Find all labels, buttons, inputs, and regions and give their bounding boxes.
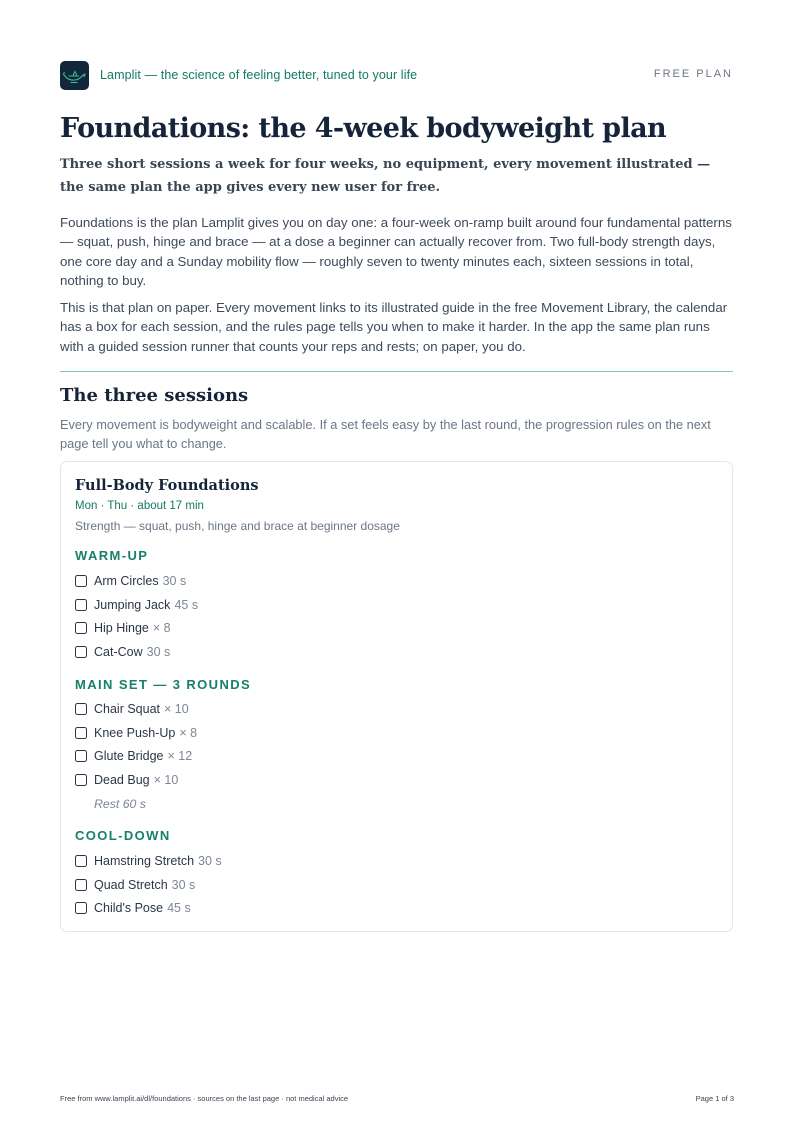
- exercise-dose: 45 s: [167, 901, 191, 916]
- exercise-item: [75, 745, 197, 769]
- exercise-name: Child's Pose: [94, 901, 164, 916]
- main-set-heading: MAIN SET — 3 ROUNDS: [75, 677, 252, 692]
- exercise-name: Quad Stretch: [94, 877, 168, 892]
- footer-page-number: Page 1 of 3: [695, 1094, 734, 1103]
- intro-paragraph: Foundations is the plan Lamplit gives you on day one: a four-week on-ramp built around four fundamental patterns — squat, push, hinge and brace — at a dose a beginner can actually recover from. Two full-body strength days, one core day and a Sunday mobility flow — roughly seven to twenty minutes each, sixteen sessions in total, nothing to buy.: [60, 215, 732, 289]
- exercise-dose: × 8: [152, 621, 171, 636]
- footer-source-note: Free from www.lamplit.ai/dl/foundations · sources on the last page · not medical advice: [60, 1094, 349, 1103]
- exercise-item: [75, 617, 198, 641]
- page-title: Foundations: the 4-week bodyweight plan: [60, 113, 667, 144]
- exercise-checkbox[interactable]: [75, 599, 87, 611]
- exercise-name: Chair Squat: [94, 701, 161, 716]
- exercise-item: [75, 593, 198, 617]
- exercise-item: [75, 768, 197, 792]
- exercise-item: [75, 569, 198, 593]
- exercise-name: Glute Bridge: [94, 749, 164, 764]
- exercise-name: Dead Bug: [94, 773, 150, 788]
- exercise-item: [75, 697, 197, 721]
- section-divider: [60, 371, 733, 372]
- exercise-checkbox[interactable]: [75, 855, 87, 867]
- warmup-heading: WARM-UP: [75, 548, 149, 563]
- section-heading: The three sessions: [60, 385, 249, 406]
- exercise-checkbox[interactable]: [75, 902, 87, 914]
- exercise-name: Jumping Jack: [94, 597, 171, 612]
- exercise-name: Hamstring Stretch: [94, 853, 195, 868]
- exercise-item: [75, 897, 222, 921]
- session-description: Strength — squat, push, hinge and brace at beginner dosage: [75, 519, 400, 533]
- session-title: Full-Body Foundations: [75, 477, 259, 494]
- session-card: [60, 461, 733, 932]
- exercise-checkbox[interactable]: [75, 879, 87, 891]
- page-subtitle: Three short sessions a week for four weeks, no equipment, every movement illustrated — the same plan the app gives every new user for free.: [60, 157, 711, 195]
- exercise-dose: 30 s: [162, 573, 187, 588]
- session-meta: Mon · Thu · about 17 min: [75, 500, 204, 512]
- cooldown-heading: COOL-DOWN: [75, 828, 171, 843]
- exercise-dose: × 12: [167, 749, 193, 764]
- plan-badge: FREE PLAN: [653, 68, 733, 80]
- exercise-item: [75, 873, 222, 897]
- exercise-dose: 45 s: [174, 597, 199, 612]
- exercise-checkbox[interactable]: [75, 575, 87, 587]
- exercise-dose: × 10: [153, 773, 179, 788]
- genie-lamp-icon: [60, 61, 89, 90]
- exercise-item: [75, 721, 197, 745]
- exercise-dose: 30 s: [171, 877, 196, 892]
- exercise-dose: 30 s: [198, 853, 222, 868]
- intro-paragraph: This is that plan on paper. Every movement links to its illustrated guide in the free Movement Library, the calendar has a box for each session, and the rules page tells you when to make it harder. In the app the same plan runs with a guided session runner that counts your reps and rests; on paper, you do.: [60, 300, 728, 354]
- exercise-name: Knee Push-Up: [94, 725, 176, 740]
- exercise-checkbox[interactable]: [75, 750, 87, 762]
- exercise-checkbox[interactable]: [75, 774, 87, 786]
- cooldown-list: [75, 849, 222, 920]
- header: [60, 61, 733, 90]
- exercise-dose: × 8: [179, 725, 198, 740]
- exercise-name: Hip Hinge: [94, 621, 149, 636]
- exercise-dose: 30 s: [146, 645, 171, 660]
- brand-tagline: Lamplit — the science of feeling better, tuned to your life: [100, 68, 418, 82]
- main-set-list: [75, 697, 197, 792]
- exercise-name: Arm Circles: [94, 573, 159, 588]
- exercise-checkbox[interactable]: [75, 622, 87, 634]
- exercise-dose: × 10: [164, 701, 189, 716]
- exercise-checkbox[interactable]: [75, 727, 87, 739]
- exercise-item: [75, 640, 198, 664]
- exercise-checkbox[interactable]: [75, 703, 87, 715]
- exercise-name: Cat-Cow: [94, 645, 143, 660]
- exercise-checkbox[interactable]: [75, 646, 87, 658]
- exercise-item: [75, 849, 222, 873]
- warmup-list: [75, 569, 198, 664]
- rest-note: Rest 60 s: [94, 797, 146, 811]
- section-intro: Every movement is bodyweight and scalable. If a set feels easy by the last round, the progression rules on the next page tell you what to change.: [60, 417, 711, 451]
